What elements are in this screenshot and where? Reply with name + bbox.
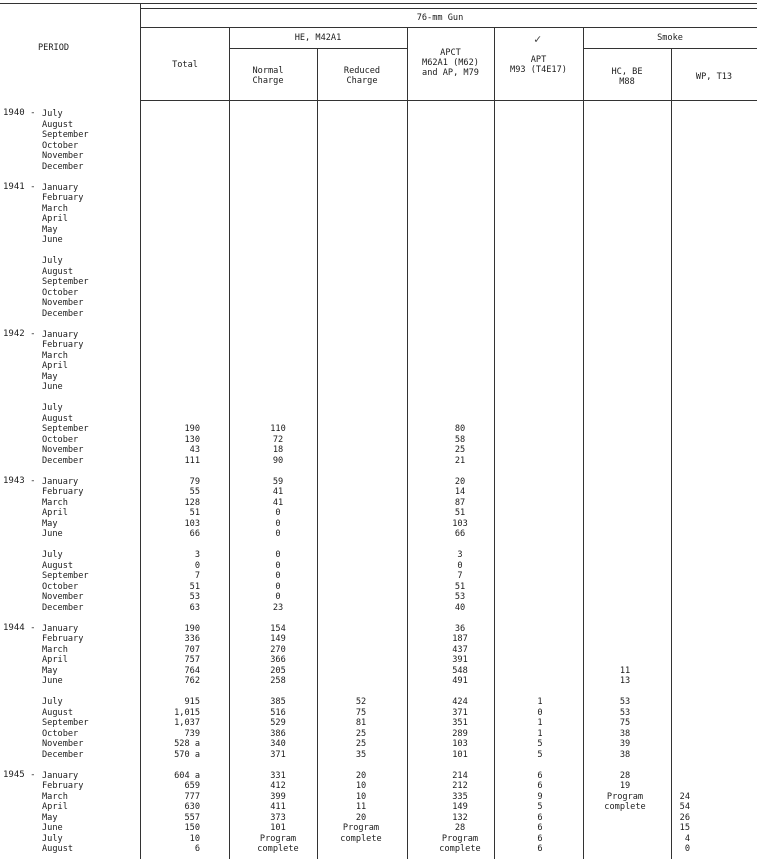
cell-reduced: 10 (355, 781, 367, 791)
cell-apct: 28 (454, 823, 466, 833)
cell-wp: 24 (679, 791, 690, 802)
cell-apct: 7 (457, 571, 463, 581)
header-top-rule (0, 3, 757, 4)
cell-apct: 3 (457, 550, 463, 560)
period-month: September (42, 130, 89, 140)
check-mark-icon: ✓ (534, 32, 542, 46)
cell-normal: complete (257, 844, 299, 854)
cell-total: 336 (184, 634, 200, 644)
period-month: January (42, 770, 79, 781)
column-divider-period (140, 3, 141, 859)
period-month: May (42, 812, 58, 823)
cell-normal: 101 (270, 823, 286, 833)
header-he-rule (229, 48, 407, 49)
gun-header: 76-mm Gun (416, 13, 464, 23)
cell-normal: 412 (270, 781, 286, 791)
period-month: March (42, 350, 68, 361)
period-month: August (42, 119, 74, 130)
cell-normal: 23 (272, 602, 284, 613)
cell-normal: 41 (272, 497, 284, 508)
period-month: July (42, 697, 63, 707)
cell-total: 55 (189, 487, 200, 497)
cell-apt: 1 (537, 718, 543, 728)
cell-apt: 1 (537, 728, 543, 739)
cell-normal: 529 (270, 718, 286, 728)
period-month: June (42, 529, 63, 539)
cell-normal: 154 (270, 623, 286, 634)
cell-apct: 149 (452, 802, 468, 812)
cell-total: 66 (189, 529, 200, 539)
cell-normal: 331 (270, 770, 286, 781)
period-month: March (42, 497, 68, 508)
period-month: November (42, 592, 84, 602)
period-month: May (42, 518, 58, 529)
he-header: HE, M42A1 (294, 33, 342, 43)
cell-total: 557 (184, 812, 200, 823)
cell-apct: 14 (454, 487, 466, 497)
cell-hc: 13 (619, 676, 631, 686)
period-month: December (42, 161, 84, 172)
period-month: August (42, 707, 74, 718)
cell-apct: 335 (452, 791, 468, 802)
cell-normal: 399 (270, 791, 286, 802)
year-label: 1940 - (3, 108, 36, 118)
cell-apct: 132 (452, 812, 468, 823)
cell-normal: 270 (270, 644, 286, 655)
cell-apct: 53 (454, 592, 466, 602)
cell-apct: 424 (452, 697, 468, 707)
cell-apt: 5 (537, 749, 543, 760)
header-gun-rule (140, 8, 757, 9)
cell-reduced: complete (340, 833, 382, 844)
cell-apct: 0 (457, 560, 463, 571)
cell-reduced: 20 (355, 812, 367, 823)
period-month: February (42, 634, 84, 644)
cell-total: 3 (194, 550, 200, 560)
column-divider-apct (494, 27, 495, 859)
cell-apct: 103 (452, 739, 468, 749)
cell-total: 915 (184, 697, 200, 707)
cell-apt: 6 (537, 844, 543, 854)
cell-total: 190 (184, 623, 200, 634)
period-month: June (42, 235, 63, 245)
cell-wp: 54 (679, 802, 690, 812)
cell-total: 43 (189, 445, 200, 455)
cell-total: 762 (184, 676, 200, 686)
cell-apct: 437 (452, 644, 468, 655)
cell-apt: 5 (537, 802, 543, 812)
reduced-charge-header: Reduced Charge (343, 66, 381, 86)
hc-header: HC, BE M88 (611, 67, 643, 87)
period-month: December (42, 455, 84, 466)
cell-hc: 38 (619, 749, 631, 760)
period-month: October (42, 140, 79, 151)
period-month: November (42, 298, 84, 308)
cell-hc: Program (606, 791, 644, 802)
cell-hc: 53 (619, 707, 631, 718)
cell-total: 51 (189, 508, 200, 518)
period-month: March (42, 203, 68, 214)
period-month: February (42, 340, 84, 350)
cell-wp: 0 (684, 844, 690, 854)
period-month: October (42, 728, 79, 739)
cell-normal: 0 (275, 508, 281, 518)
period-month: March (42, 644, 68, 655)
period-month: August (42, 844, 74, 854)
cell-apct: 103 (452, 518, 468, 529)
cell-normal: 110 (270, 424, 286, 434)
cell-total: 6 (194, 844, 200, 854)
period-month: February (42, 781, 84, 791)
period-month: November (42, 739, 84, 749)
cell-apt: 6 (537, 823, 543, 833)
year-label: 1943 - (3, 475, 36, 486)
cell-normal: 371 (270, 749, 286, 760)
period-month: November (42, 151, 84, 161)
cell-apt: 6 (537, 812, 543, 823)
cell-normal: 0 (275, 592, 281, 602)
period-month: November (42, 445, 84, 455)
column-divider-hc (671, 48, 672, 859)
cell-total: 630 (184, 802, 200, 812)
cell-apct: 51 (454, 581, 466, 592)
period-month: July (42, 403, 63, 413)
cell-normal: 149 (270, 634, 286, 644)
cell-apt: 6 (537, 770, 543, 781)
cell-apct: 391 (452, 655, 468, 665)
cell-apt: 0 (537, 707, 543, 718)
period-month: March (42, 791, 68, 802)
cell-total: 79 (189, 476, 200, 487)
cell-normal: 366 (270, 655, 286, 665)
cell-normal: 18 (272, 445, 284, 455)
cell-normal: 373 (270, 812, 286, 823)
cell-apct: 212 (452, 781, 468, 791)
cell-reduced: 11 (355, 802, 367, 812)
column-divider-normal (317, 48, 318, 859)
period-month: June (42, 676, 63, 686)
period-month: July (42, 833, 63, 844)
period-month: February (42, 487, 84, 497)
cell-hc: complete (604, 802, 646, 812)
column-divider-reduced (407, 27, 408, 859)
cell-normal: 411 (270, 802, 286, 812)
cell-reduced: Program (342, 823, 380, 833)
cell-normal: 59 (272, 476, 284, 487)
cell-total: 1,015 (174, 707, 200, 718)
period-month: February (42, 193, 84, 203)
cell-apct: 51 (454, 508, 466, 518)
cell-total: 128 (184, 497, 200, 508)
cell-wp: 15 (679, 823, 690, 833)
cell-total: 51 (189, 581, 200, 592)
cell-apct: 80 (454, 424, 466, 434)
apct-header: APCT M62A1 (M62) and AP, M79 (422, 48, 479, 78)
cell-total: 739 (184, 728, 200, 739)
cell-apt: 5 (537, 739, 543, 749)
cell-total: 528 a (174, 739, 200, 749)
cell-reduced: 52 (355, 697, 367, 707)
total-header: Total (172, 60, 198, 70)
cell-total: 63 (189, 602, 200, 613)
period-month: July (42, 256, 63, 266)
header-bottom-rule (140, 100, 757, 101)
period-month: April (42, 508, 68, 518)
cell-normal: 340 (270, 739, 286, 749)
cell-total: 764 (184, 665, 200, 676)
cell-hc: 11 (619, 665, 631, 676)
normal-charge-header: Normal Charge (252, 66, 284, 86)
cell-normal: 72 (272, 434, 284, 445)
cell-reduced: 20 (355, 770, 367, 781)
cell-apct: 36 (454, 623, 466, 634)
cell-hc: 38 (619, 728, 631, 739)
cell-normal: 0 (275, 571, 281, 581)
cell-normal: 0 (275, 529, 281, 539)
period-month: July (42, 550, 63, 560)
cell-apt: 6 (537, 781, 543, 791)
cell-normal: Program (259, 833, 297, 844)
cell-total: 53 (189, 592, 200, 602)
period-month: June (42, 382, 63, 392)
cell-wp: 4 (684, 833, 690, 844)
period-month: April (42, 214, 68, 224)
cell-wp: 26 (679, 812, 690, 823)
period-month: January (42, 476, 79, 487)
cell-normal: 0 (275, 518, 281, 529)
apt-header: APT M93 (T4E17) (510, 55, 567, 75)
period-month: December (42, 749, 84, 760)
cell-total: 604 a (174, 770, 200, 781)
cell-normal: 0 (275, 581, 281, 592)
cell-apct: 548 (452, 665, 468, 676)
period-month: July (42, 109, 63, 119)
period-month: May (42, 665, 58, 676)
cell-normal: 516 (270, 707, 286, 718)
cell-hc: 53 (619, 697, 631, 707)
period-month: September (42, 718, 89, 728)
cell-reduced: 35 (355, 749, 367, 760)
cell-hc: 75 (619, 718, 631, 728)
period-month: September (42, 571, 89, 581)
cell-apct: 371 (452, 707, 468, 718)
year-label: 1942 - (3, 328, 36, 339)
cell-reduced: 81 (355, 718, 367, 728)
period-month: October (42, 434, 79, 445)
cell-apt: 1 (537, 697, 543, 707)
cell-apct: 187 (452, 634, 468, 644)
period-month: May (42, 371, 58, 382)
period-month: September (42, 277, 89, 287)
cell-apct: 214 (452, 770, 468, 781)
period-month: December (42, 308, 84, 319)
column-divider-apt (583, 27, 584, 859)
cell-total: 10 (189, 833, 200, 844)
cell-apct: 289 (452, 728, 468, 739)
period-month: October (42, 581, 79, 592)
cell-apt: 6 (537, 833, 543, 844)
cell-apct: 21 (454, 455, 466, 466)
period-month: January (42, 182, 79, 193)
cell-apct: 20 (454, 476, 466, 487)
cell-reduced: 25 (355, 728, 367, 739)
cell-normal: 386 (270, 728, 286, 739)
year-label: 1944 - (3, 622, 36, 633)
cell-apct: Program (441, 833, 479, 844)
smoke-header: Smoke (657, 33, 683, 43)
period-month: April (42, 655, 68, 665)
cell-apct: 351 (452, 718, 468, 728)
year-label: 1945 - (3, 769, 36, 780)
period-month: August (42, 413, 74, 424)
cell-normal: 0 (275, 560, 281, 571)
cell-hc: 39 (619, 739, 631, 749)
cell-apct: 101 (452, 749, 468, 760)
cell-apct: 491 (452, 676, 468, 686)
cell-reduced: 75 (355, 707, 367, 718)
cell-total: 150 (184, 823, 200, 833)
period-header: PERIOD (38, 43, 70, 53)
period-month: April (42, 802, 68, 812)
period-month: August (42, 560, 74, 571)
period-month: August (42, 266, 74, 277)
cell-reduced: 10 (355, 791, 367, 802)
cell-total: 659 (184, 781, 200, 791)
cell-apct: 40 (454, 602, 466, 613)
column-divider-total (229, 27, 230, 859)
cell-normal: 0 (275, 550, 281, 560)
cell-apct: 25 (454, 445, 466, 455)
cell-total: 190 (184, 424, 200, 434)
period-month: January (42, 329, 79, 340)
year-label: 1941 - (3, 181, 36, 192)
cell-apct: 58 (454, 434, 466, 445)
header-smoke-rule (583, 48, 757, 49)
period-month: October (42, 287, 79, 298)
cell-normal: 258 (270, 676, 286, 686)
period-month: December (42, 602, 84, 613)
cell-reduced: 25 (355, 739, 367, 749)
cell-apct: 87 (454, 497, 466, 508)
cell-normal: 205 (270, 665, 286, 676)
cell-apt: 9 (537, 791, 543, 802)
cell-total: 103 (184, 518, 200, 529)
cell-normal: 385 (270, 697, 286, 707)
cell-total: 0 (194, 560, 200, 571)
cell-apct: complete (439, 844, 481, 854)
period-month: September (42, 424, 89, 434)
cell-total: 777 (184, 791, 200, 802)
header-gun-bottom-rule (140, 27, 757, 28)
period-month: June (42, 823, 63, 833)
cell-total: 570 a (174, 749, 200, 760)
wp-header: WP, T13 (695, 72, 733, 82)
cell-total: 757 (184, 655, 200, 665)
cell-total: 7 (194, 571, 200, 581)
period-month: April (42, 361, 68, 371)
cell-normal: 41 (272, 487, 284, 497)
cell-total: 111 (184, 455, 200, 466)
cell-total: 707 (184, 644, 200, 655)
period-month: May (42, 224, 58, 235)
cell-hc: 19 (619, 781, 631, 791)
cell-total: 1,037 (174, 718, 200, 728)
cell-apct: 66 (454, 529, 466, 539)
cell-total: 130 (184, 434, 200, 445)
cell-normal: 90 (272, 455, 284, 466)
cell-hc: 28 (619, 770, 631, 781)
period-month: January (42, 623, 79, 634)
